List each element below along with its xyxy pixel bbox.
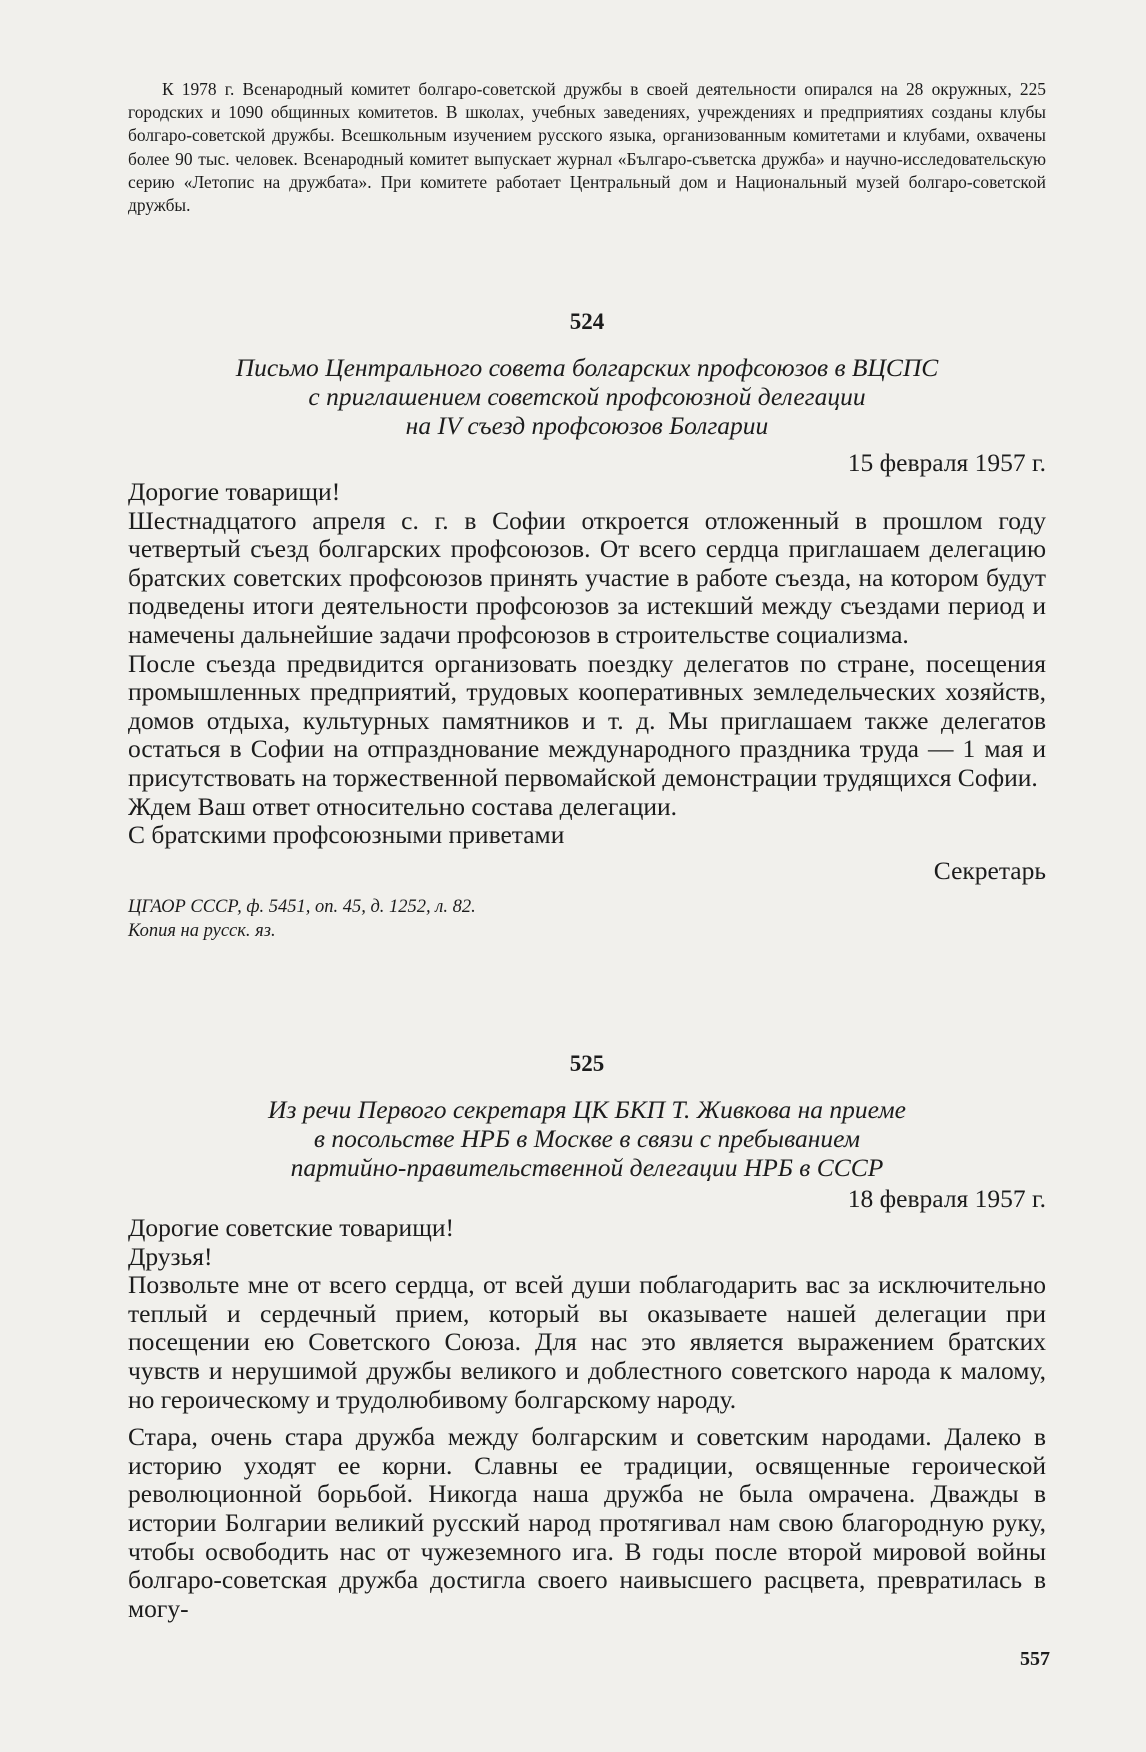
doc-524-heading-line: с приглашением советской профсоюзной делегации [308, 382, 866, 411]
page-number: 557 [1020, 1648, 1050, 1670]
doc-524-signature: Секретарь [933, 855, 1046, 885]
footnote-text: К 1978 г. Всенародный комитет болгаро-советской дружбы в своей деятельности опирался на 28 окружных, 225 городских и 1090 общинных комитетов. В школах, учебных заведениях, учреждениях и предприятиях созданы клубы болгаро-советской дружбы. Всешкольным изучением русского языка, организованным комитетами и клубами, охвачены более 90 тыс. человек. Всенародный комитет выпускает журнал «Българо-съветска дружба» и научно-исследовательскую серию «Летопис на дружбата». При комитете работает Центральный дом и Национальный музей болгаро-советской дружбы. [128, 79, 1046, 216]
footnote [128, 78, 1046, 217]
doc-524-body [128, 478, 1046, 850]
doc-524-source-line: Копия на русск. яз. [128, 920, 276, 941]
doc-525-heading [128, 1095, 1046, 1182]
doc-525-heading-line: в посольстве НРБ в Москве в связи с пребыванием [313, 1124, 861, 1153]
doc-524-paragraph: Ждем Ваш ответ относительно состава делегации. [128, 791, 678, 821]
doc-525-heading-line: Из речи Первого секретаря ЦК БКП Т. Живкова на приеме [268, 1095, 906, 1124]
doc-524-salutation: Дорогие товарищи! [128, 477, 341, 506]
doc-524 [128, 308, 1046, 943]
doc-524-paragraph: После съезда предвидится организовать поездку делегатов по стране, посещения промышленных предприятий, трудовых кооперативных земледельческих хозяйств, домов отдыха, культурных памятников и т. д. Мы приглашаем также делегатов остаться в Софии на отпразднование международного праздника труда — 1 мая и присутствовать на торжественной первомайской демонстрации трудящихся Софии. [128, 648, 1046, 792]
doc-525-number: 525 [569, 1051, 605, 1076]
doc-525-salutation: Друзья! [128, 1241, 213, 1271]
doc-524-paragraph: С братскими профсоюзными приветами [128, 820, 565, 850]
doc-525-date: 18 февраля 1957 г. [847, 1184, 1046, 1213]
doc-525-salutation: Дорогие советские товарищи! [128, 1213, 454, 1242]
doc-525-paragraph: Позвольте мне от всего сердца, от всей души поблагодарить вас за исключительно теплый и сердечный прием, который вы оказываете нашей делегации при посещении ею Советского Союза. Для нас это является выражением братских чувств и нерушимой дружбы великого и доблестного советского народа к малому, но героическому и трудолюбивому болгарскому народу. [128, 1270, 1046, 1414]
doc-524-date: 15 февраля 1957 г. [847, 448, 1046, 477]
doc-524-number: 524 [569, 309, 605, 334]
doc-524-heading [128, 353, 1046, 440]
doc-525-body [128, 1214, 1046, 1623]
doc-525-paragraph: Стара, очень стара дружба между болгарским и советским народами. Далеко в историю уходят ее корни. Славны ее традиции, освященные героической революционной борьбой. Никогда наша дружба не была омрачена. Дважды в истории Болгарии великий русский народ протягивал нам свою благородную руку, чтобы освободить нас от чужеземного ига. В годы после второй мировой войны болгаро-советская дружба достигла своего наивысшего расцвета, превратилась в могу- [128, 1422, 1046, 1623]
doc-524-heading-line: на IV съезд профсоюзов Болгарии [405, 411, 769, 440]
doc-525 [128, 1050, 1046, 1623]
doc-524-heading-line: Письмо Центрального совета болгарских профсоюзов в ВЦСПС [235, 353, 939, 382]
doc-525-heading-line: партийно-правительственной делегации НРБ в СССР [290, 1153, 884, 1182]
doc-524-paragraph: Шестнадцатого апреля с. г. в Софии откроется отложенный в прошлом году четвертый съезд болгарских профсоюзов. От всего сердца приглашаем делегацию братских советских профсоюзов принять участие в работе съезда, на котором будут подведены итоги деятельности профсоюзов за истекший между съездами период и намечены дальнейшие задачи профсоюзов в строительстве социализма. [128, 505, 1046, 649]
doc-524-source-line: ЦГАОР СССР, ф. 5451, оп. 45, д. 1252, л. 82. [128, 896, 476, 917]
doc-524-source [128, 895, 1046, 943]
